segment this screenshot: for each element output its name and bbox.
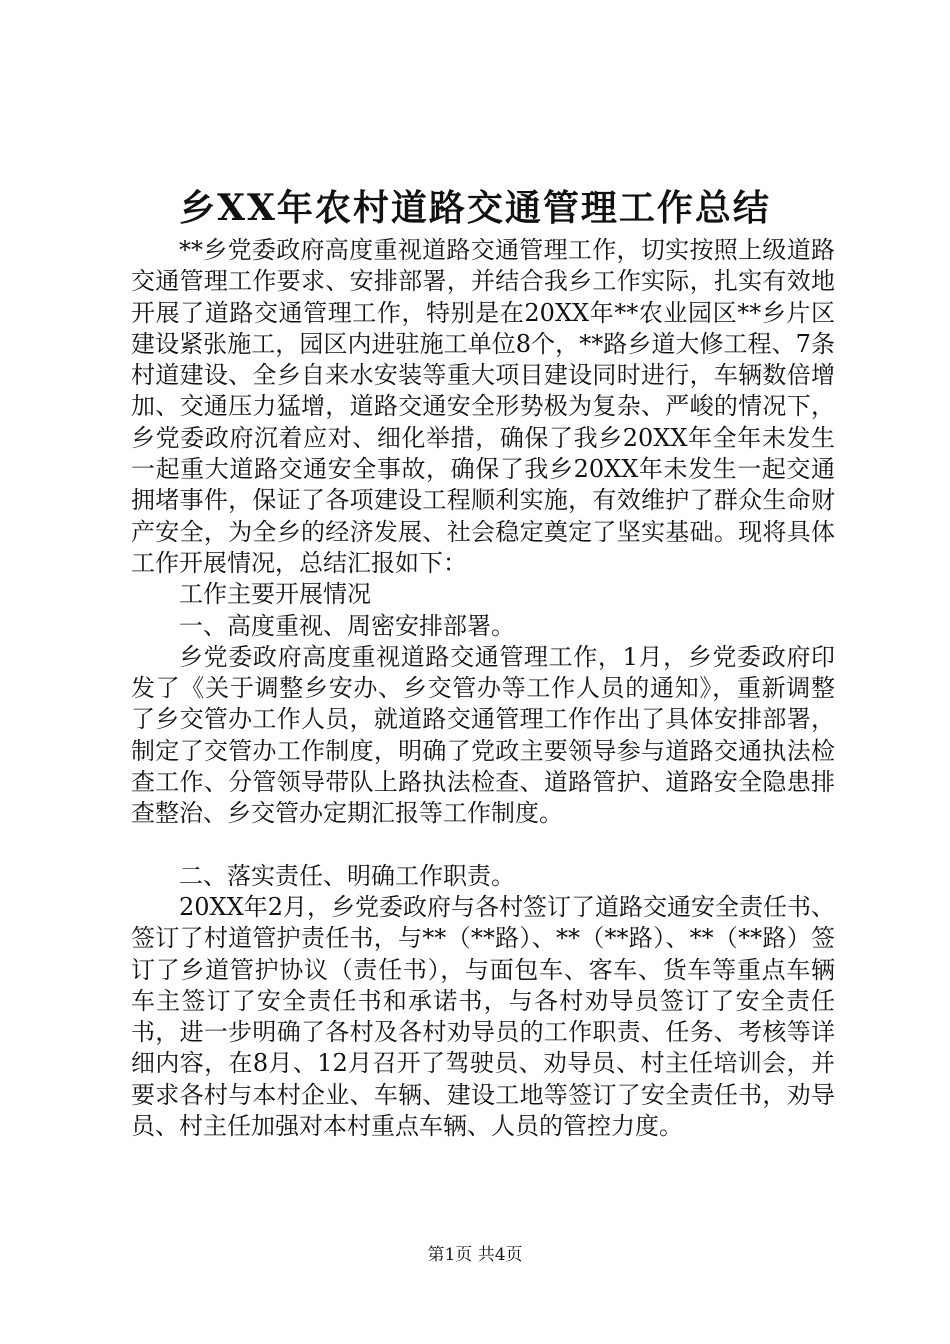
document-title: 乡XX年农村道路交通管理工作总结 xyxy=(179,187,771,229)
section2-heading: 二、落实责任、明确工作职责。 xyxy=(179,861,515,890)
section1-paragraph: 乡党委政府高度重视道路交通管理工作，1月，乡党委政府印发了《关于调整乡安办、乡交管办等工作人员的通知》，重新调整了乡交管办工作人员，就道路交通管理工作作出了具体安排部署，制定了交管办工作制度，明确了党政主要领导参与道路交通执法检查工作、分管领导带队上路执法检查、道路管护、道路安全隐患排查整治、乡交管办定期汇报等工作制度。 xyxy=(131,642,835,828)
page-footer: 第1页 共4页 xyxy=(427,1245,523,1265)
section-heading: 工作主要开展情况 xyxy=(179,580,371,609)
intro-paragraph: **乡党委政府高度重视道路交通管理工作，切实按照上级道路交通管理工作要求、安排部署，并结合我乡工作实际，扎实有效地开展了道路交通管理工作，特别是在20XX年**农业园区**乡片区建设紧张施工，园区内进驻施工单位8个，**路乡道大修工程、7条村道建设、全乡自来水安装等重大项目建设同时进行，车辆数倍增加、交通压力猛增，道路交通安全形势极为复杂、严峻的情况下，乡党委政府沉着应对、细化举措，确保了我乡20XX年全年未发生一起重大道路交通安全事故，确保了我乡20XX年未发生一起交通拥堵事件，保证了各项建设工程顺利实施，有效维护了群众生命财产安全，为全乡的经济发展、社会稳定奠定了坚实基础。现将具体工作开展情况，总结汇报如下： xyxy=(131,236,835,577)
section2-paragraph: 20XX年2月，乡党委政府与各村签订了道路交通安全责任书、签订了村道管护责任书，与**（**路）、**（**路）、**（**路）签订了乡道管护协议（责任书），与面包车、客车、货车等重点车辆车主签订了安全责任书和承诺书，与各村劝导员签订了安全责任书，进一步明确了各村及各村劝导员的工作职责、任务、考核等详细内容，在8月、12月召开了驾驶员、劝导员、村主任培训会，并要求各村与本村企业、车辆、建设工地等签订了安全责任书，劝导员、村主任加强对本村重点车辆、人员的管控力度。 xyxy=(131,892,835,1141)
document-body xyxy=(131,235,835,1142)
paragraph-gap xyxy=(131,830,835,861)
section1-heading: 一、高度重视、周密安排部署。 xyxy=(179,611,515,640)
